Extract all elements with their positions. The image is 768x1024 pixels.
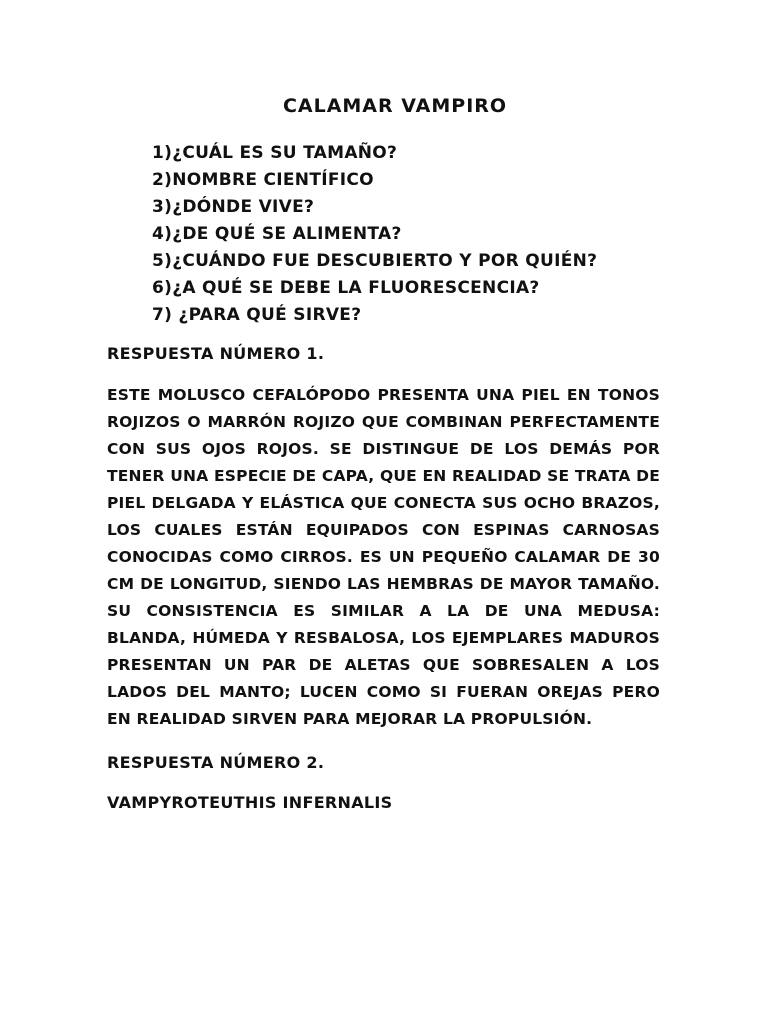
question-list — [152, 140, 597, 329]
answer-2-text: VAMPYROTEUTHIS INFERNALIS — [107, 793, 393, 812]
question-item: 4)¿DE QUÉ SE ALIMENTA? — [152, 224, 402, 244]
answer-2-heading: RESPUESTA NÚMERO 2. — [107, 753, 325, 772]
question-item: 7) ¿PARA QUÉ SIRVE? — [152, 305, 362, 325]
question-item: 6)¿A QUÉ SE DEBE LA FLUORESCENCIA? — [152, 278, 540, 298]
answer-1-heading: RESPUESTA NÚMERO 1. — [107, 344, 325, 363]
question-item: 5)¿CUÁNDO FUE DESCUBIERTO Y POR QUIÉN? — [152, 251, 598, 271]
question-item: 2)NOMBRE CIENTÍFICO — [152, 170, 374, 190]
answer-1-paragraph: ESTE MOLUSCO CEFALÓPODO PRESENTA UNA PIEL EN TONOS ROJIZOS O MARRÓN ROJIZO QUE COMBINAN PERFECTAMENTE CON SUS OJOS ROJOS. SE DISTINGUE DE LOS DEMÁS POR TENER UNA ESPECIE DE CAPA, QUE EN REALIDAD SE TRATA DE PIEL DELGADA Y ELÁSTICA QUE CONECTA SUS OCHO BRAZOS, LOS CUALES ESTÁN EQUIPADOS CON ESPINAS CARNOSAS CONOCIDAS COMO CIRROS. ES UN PEQUEÑO CALAMAR DE 30 CM DE LONGITUD, SIENDO LAS HEMBRAS DE MAYOR TAMAÑO. SU CONSISTENCIA ES SIMILAR A LA DE UNA MEDUSA: BLANDA, HÚMEDA Y RESBALOSA, LOS EJEMPLARES MADUROS PRESENTAN UN PAR DE ALETAS QUE SOBRESALEN A LOS LADOS DEL MANTO; LUCEN COMO SI FUERAN OREJAS PERO EN REALIDAD SIRVEN PARA MEJORAR LA PROPULSIÓN. — [107, 386, 661, 728]
question-item: 3)¿DÓNDE VIVE? — [152, 197, 315, 217]
question-item: 1)¿CUÁL ES SU TAMAÑO? — [152, 143, 398, 163]
document-title: CALAMAR VAMPIRO — [282, 95, 508, 117]
